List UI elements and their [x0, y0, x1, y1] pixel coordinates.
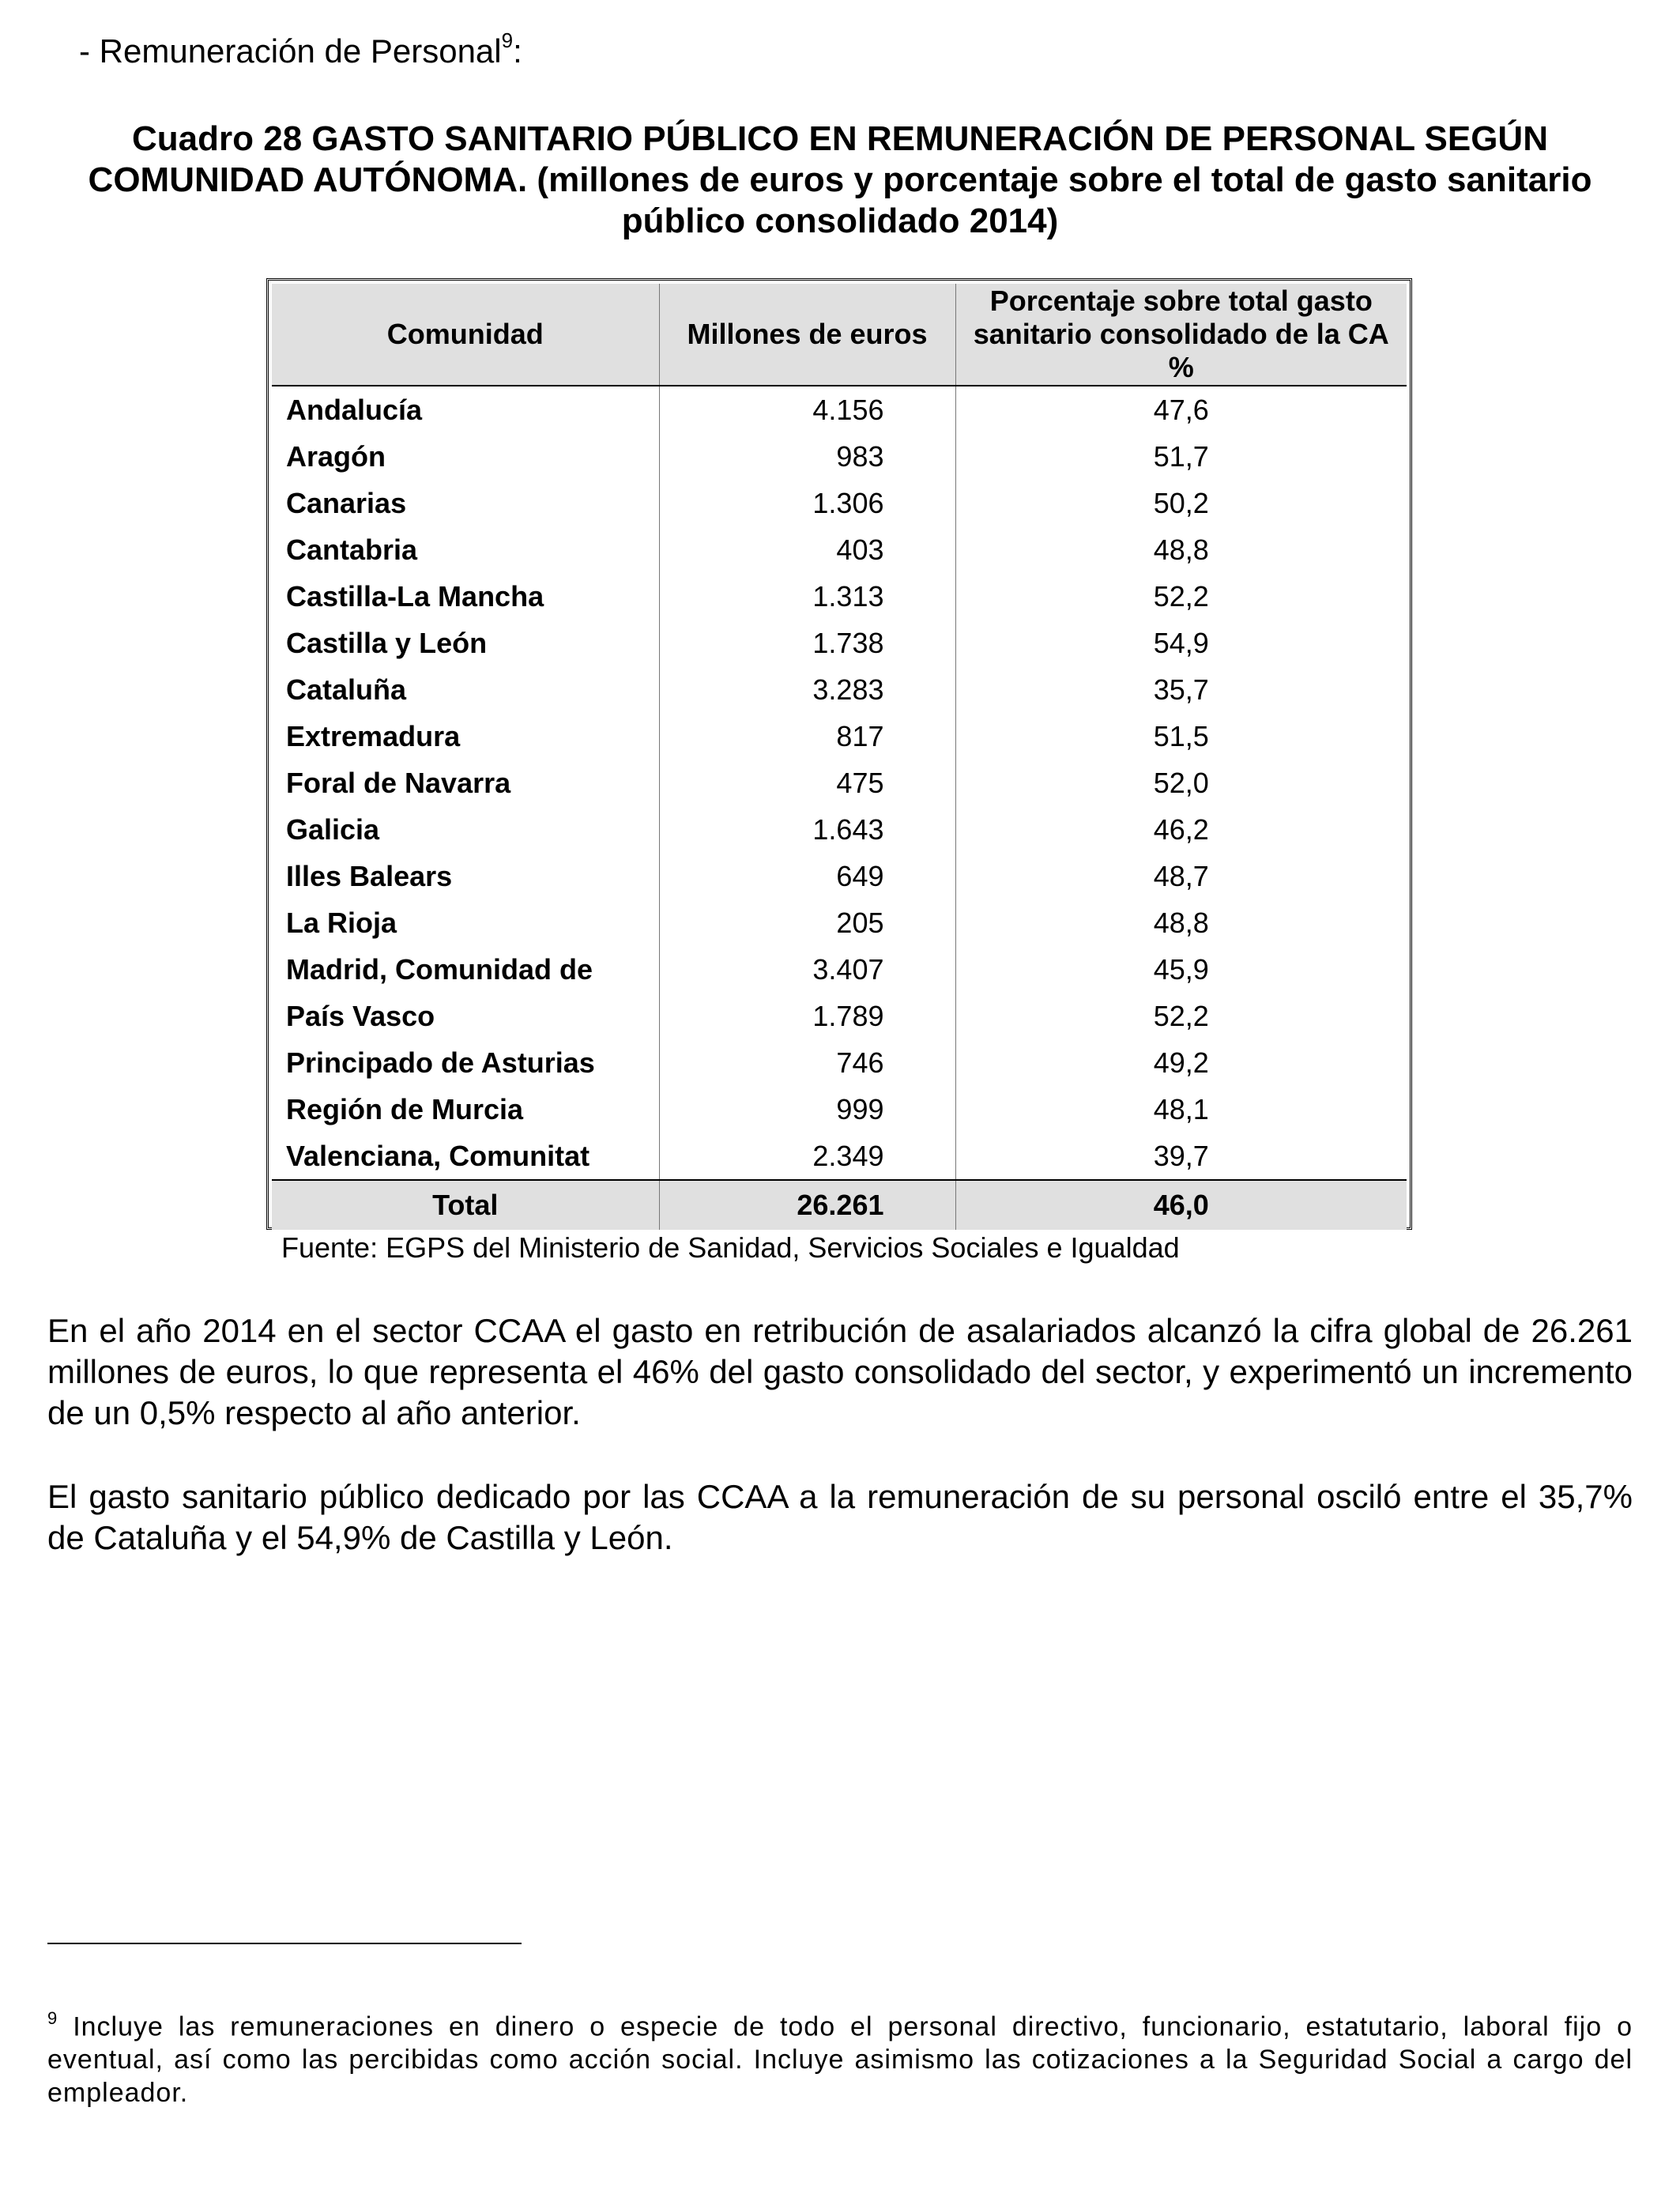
row-millones: 817: [659, 713, 955, 760]
table-source: Fuente: EGPS del Ministerio de Sanidad, Servicios Sociales e Igualdad: [281, 1231, 1180, 1264]
footnote-text: Incluye las remuneraciones en dinero o especie de todo el personal directivo, funcionario, estatutario, laboral fijo o eventual, así como las percibidas como acción social. Incluye asimismo las cotizaciones a la Seguridad Social a cargo del empleador.: [47, 2011, 1633, 2109]
total-millones: 26.261: [659, 1180, 955, 1230]
row-pct: 48,8: [955, 899, 1407, 946]
table-row: [272, 946, 1407, 993]
table-row: [272, 806, 1407, 853]
row-millones: 1.313: [659, 573, 955, 620]
row-pct: 48,8: [955, 526, 1407, 573]
table-row: [272, 666, 1407, 713]
row-millones: 983: [659, 433, 955, 480]
header-comunidad: Comunidad: [272, 284, 659, 386]
row-millones: 4.156: [659, 386, 955, 433]
row-millones: 3.283: [659, 666, 955, 713]
row-pct: 52,0: [955, 760, 1407, 806]
row-name: Castilla-La Mancha: [286, 579, 544, 613]
row-millones: 999: [659, 1086, 955, 1133]
footnote-reference[interactable]: 9: [501, 28, 514, 52]
row-pct: 45,9: [955, 946, 1407, 993]
row-millones: 403: [659, 526, 955, 573]
row-name: Castilla y León: [286, 626, 488, 659]
table-row: [272, 1086, 1407, 1133]
row-pct: 39,7: [955, 1133, 1407, 1180]
paragraph-1: En el año 2014 en el sector CCAA el gasto en retribución de asalariados alcanzó la cifra global de 26.261 millones de euros, lo que representa el 46% del gasto consolidado del sector, y experimentó un incremento de un 0,5% respecto al año anterior.: [47, 1312, 1633, 1431]
row-pct: 49,2: [955, 1039, 1407, 1086]
row-millones: 2.349: [659, 1133, 955, 1180]
row-pct: 48,1: [955, 1086, 1407, 1133]
row-millones: 205: [659, 899, 955, 946]
row-name: Aragón: [286, 439, 386, 473]
table-row: [272, 853, 1407, 899]
table-row: [272, 526, 1407, 573]
table-row: [272, 1039, 1407, 1086]
row-name: Cataluña: [286, 673, 407, 706]
table-title-line-2: COMUNIDAD AUTÓNOMA. (millones de euros y porcentaje sobre el total de gasto sanitario: [88, 160, 1592, 199]
row-name: País Vasco: [286, 999, 435, 1032]
row-pct: 48,7: [955, 853, 1407, 899]
row-pct: 51,5: [955, 713, 1407, 760]
row-millones: 746: [659, 1039, 955, 1086]
table-row: [272, 760, 1407, 806]
table-row: [272, 1133, 1407, 1180]
footnote: [47, 2004, 1633, 2109]
header-millones: Millones de euros: [659, 284, 955, 386]
row-name: Región de Murcia: [286, 1092, 524, 1125]
table-row: [272, 433, 1407, 480]
table-row: [272, 620, 1407, 666]
row-pct: 54,9: [955, 620, 1407, 666]
row-name: La Rioja: [286, 906, 397, 939]
row-pct: 50,2: [955, 480, 1407, 526]
section-heading-suffix: :: [513, 32, 522, 70]
section-heading-text: - Remuneración de Personal: [79, 32, 502, 70]
table-title-line-3: público consolidado 2014): [621, 202, 1059, 240]
row-name: Illes Balears: [286, 859, 453, 892]
row-pct: 51,7: [955, 433, 1407, 480]
table-title: [47, 119, 1633, 242]
row-name: Extremadura: [286, 719, 461, 752]
row-millones: 1.789: [659, 993, 955, 1039]
data-table: [272, 284, 1407, 1230]
row-name: Canarias: [286, 486, 407, 519]
table-total-row: [272, 1180, 1407, 1230]
table-row: [272, 899, 1407, 946]
row-millones: 1.643: [659, 806, 955, 853]
table-row: [272, 386, 1407, 433]
row-millones: 649: [659, 853, 955, 899]
header-porcentaje: Porcentaje sobre total gasto sanitario consolidado de la CA %: [955, 284, 1407, 386]
row-name: Galicia: [286, 812, 380, 846]
row-pct: 35,7: [955, 666, 1407, 713]
paragraph-2: El gasto sanitario público dedicado por las CCAA a la remuneración de su personal osciló entre el 35,7% de Cataluña y el 54,9% de Castilla y León.: [47, 1478, 1633, 1556]
table-row: [272, 993, 1407, 1039]
row-name: Andalucía: [286, 393, 423, 426]
row-name: Cantabria: [286, 533, 418, 566]
data-table-frame: [266, 278, 1412, 1230]
row-name: Valenciana, Comunitat: [286, 1139, 590, 1172]
row-name: Foral de Navarra: [286, 766, 511, 799]
table-row: [272, 573, 1407, 620]
table-header-row: [272, 284, 1407, 386]
row-pct: 46,2: [955, 806, 1407, 853]
row-name: Principado de Asturias: [286, 1046, 595, 1079]
footnote-mark: 9: [47, 2008, 58, 2028]
total-pct: 46,0: [955, 1180, 1407, 1230]
section-heading: [79, 28, 522, 70]
table-row: [272, 480, 1407, 526]
row-pct: 52,2: [955, 573, 1407, 620]
row-pct: 52,2: [955, 993, 1407, 1039]
row-millones: 3.407: [659, 946, 955, 993]
row-name: Madrid, Comunidad de: [286, 952, 593, 986]
table-title-line-1: Cuadro 28 GASTO SANITARIO PÚBLICO EN REMUNERACIÓN DE PERSONAL SEGÚN: [132, 119, 1548, 158]
total-label: Total: [272, 1180, 659, 1230]
row-millones: 1.738: [659, 620, 955, 666]
table-row: [272, 713, 1407, 760]
footnote-divider: [47, 1943, 522, 1944]
row-pct: 47,6: [955, 386, 1407, 433]
row-millones: 475: [659, 760, 955, 806]
row-millones: 1.306: [659, 480, 955, 526]
